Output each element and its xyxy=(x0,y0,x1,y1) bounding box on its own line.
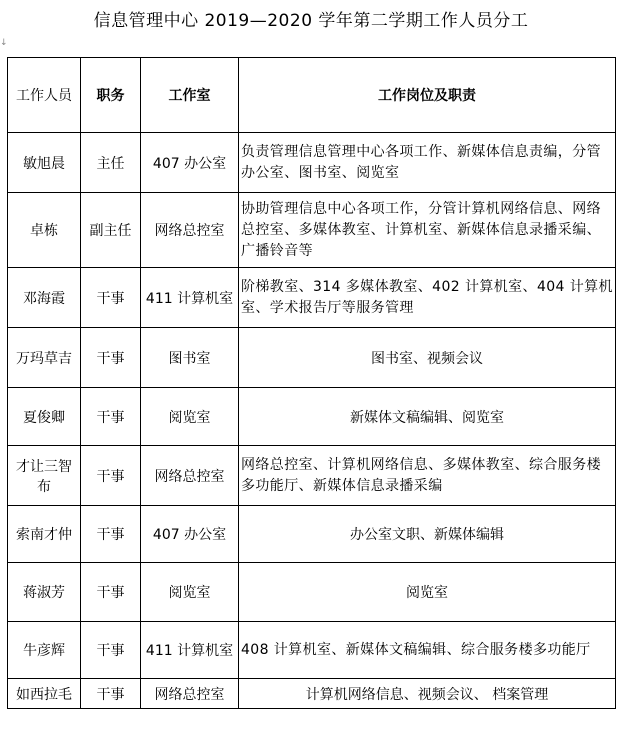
cell-office: 407 办公室 xyxy=(141,506,239,563)
cell-position: 副主任 xyxy=(81,193,141,268)
table-row xyxy=(8,388,616,446)
cell-name: 才让三智布 xyxy=(8,446,81,506)
cell-name: 蒋淑芳 xyxy=(8,563,81,622)
cell-position: 干事 xyxy=(81,679,141,709)
table-row xyxy=(8,133,616,193)
cell-position: 干事 xyxy=(81,446,141,506)
cell-name: 万玛草吉 xyxy=(8,328,81,388)
table-row xyxy=(8,679,616,709)
cell-name: 夏俊卿 xyxy=(8,388,81,446)
cell-position: 干事 xyxy=(81,563,141,622)
cell-duty: 图书室、视频会议 xyxy=(239,328,616,388)
cell-office: 网络总控室 xyxy=(141,679,239,709)
cell-position: 主任 xyxy=(81,133,141,193)
cell-office: 阅览室 xyxy=(141,388,239,446)
table-row xyxy=(8,622,616,679)
table-row xyxy=(8,193,616,268)
table-row xyxy=(8,446,616,506)
cell-duty: 计算机网络信息、视频会议、 档案管理 xyxy=(239,679,616,709)
cell-name: 卓栋 xyxy=(8,193,81,268)
header-position: 职务 xyxy=(81,58,141,133)
cell-office: 网络总控室 xyxy=(141,446,239,506)
cell-duty: 办公室文职、新媒体编辑 xyxy=(239,506,616,563)
cell-office: 图书室 xyxy=(141,328,239,388)
cell-office: 阅览室 xyxy=(141,563,239,622)
cell-office: 407 办公室 xyxy=(141,133,239,193)
header-office: 工作室 xyxy=(141,58,239,133)
cell-name: 索南才仲 xyxy=(8,506,81,563)
header-duty: 工作岗位及职责 xyxy=(239,58,616,133)
cell-position: 干事 xyxy=(81,328,141,388)
staff-table xyxy=(7,57,616,709)
cell-name: 敏旭晨 xyxy=(8,133,81,193)
cell-duty: 负责管理信息管理中心各项工作、新媒体信息责编，分管办公室、图书室、阅览室 xyxy=(239,133,616,193)
cell-position: 干事 xyxy=(81,388,141,446)
cell-position: 干事 xyxy=(81,506,141,563)
cell-duty: 408 计算机室、新媒体文稿编辑、综合服务楼多功能厅 xyxy=(239,622,616,679)
cell-office: 411 计算机室 xyxy=(141,622,239,679)
table-row xyxy=(8,506,616,563)
cell-position: 干事 xyxy=(81,622,141,679)
header-person: 工作人员 xyxy=(8,58,81,133)
cell-office: 网络总控室 xyxy=(141,193,239,268)
cell-duty: 协助管理信息中心各项工作，分管计算机网络信息、网络总控室、多媒体教室、计算机室、新媒体信息录播采编、广播铃音等 xyxy=(239,193,616,268)
page-title: 信息管理中心 2019—2020 学年第二学期工作人员分工 xyxy=(93,11,529,31)
table-row xyxy=(8,268,616,328)
cell-position: 干事 xyxy=(81,268,141,328)
cell-duty: 阅览室 xyxy=(239,563,616,622)
cell-name: 如西拉毛 xyxy=(8,679,81,709)
cell-duty: 阶梯教室、314 多媒体教室、402 计算机室、404 计算机室、学术报告厅等服务管理 xyxy=(239,268,616,328)
table-row xyxy=(8,328,616,388)
paragraph-anchor-icon: ↓ xyxy=(0,38,8,48)
cell-duty: 新媒体文稿编辑、阅览室 xyxy=(239,388,616,446)
cell-office: 411 计算机室 xyxy=(141,268,239,328)
cell-duty: 网络总控室、计算机网络信息、多媒体教室、综合服务楼多功能厅、新媒体信息录播采编 xyxy=(239,446,616,506)
table-row xyxy=(8,563,616,622)
table-header-row xyxy=(8,58,616,133)
cell-name: 牛彦辉 xyxy=(8,622,81,679)
cell-name: 邓海霞 xyxy=(8,268,81,328)
